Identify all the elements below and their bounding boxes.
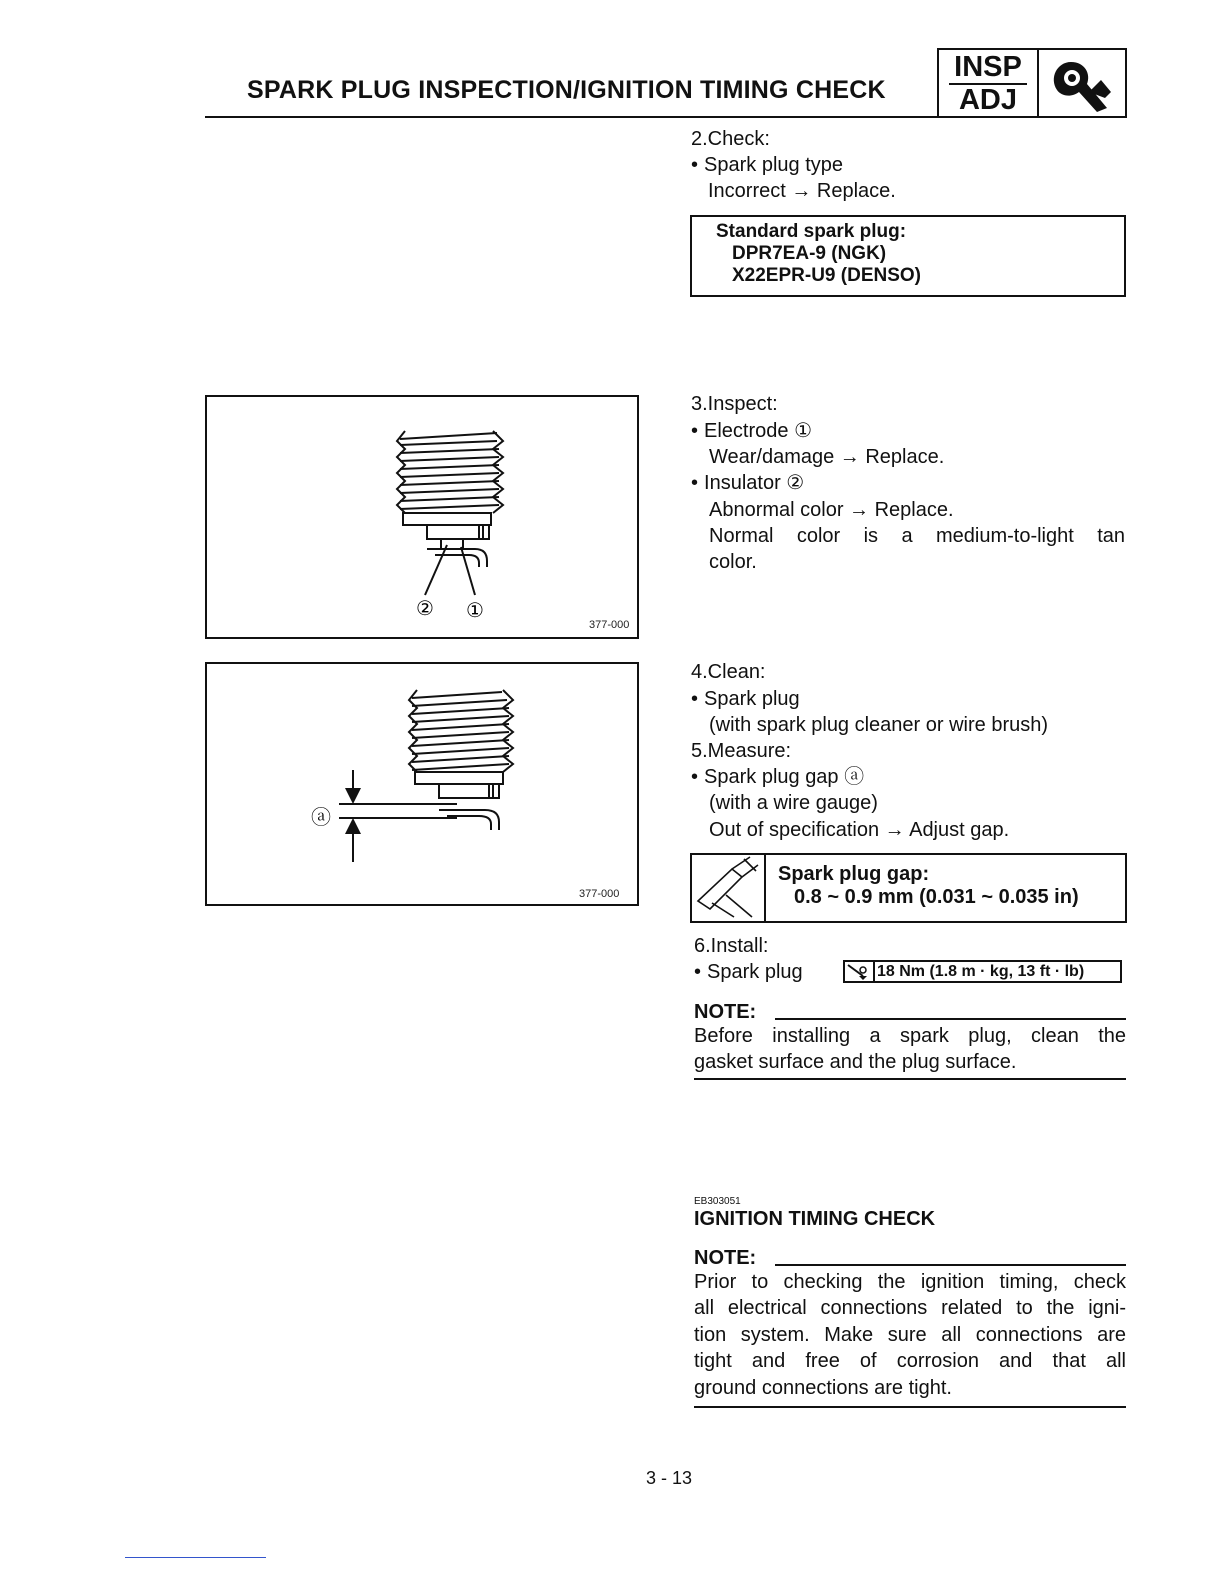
spark-plug-gap-spec-box — [690, 853, 1127, 923]
torque-spec-box — [843, 960, 1122, 983]
note2-line4: tight and free of corrosion and that all — [694, 1350, 1126, 1372]
title-underline — [205, 116, 937, 118]
step3-item1-action: Wear/damage → Replace. — [709, 446, 945, 468]
step5-item: • Spark plug gap ⓐ — [691, 764, 864, 790]
step6-heading: 6.Install: — [694, 935, 769, 957]
step3-normal-line2: color. — [709, 551, 757, 573]
page-number: 3 - 13 — [646, 1468, 693, 1488]
badge-text-cell — [939, 50, 1039, 116]
ignition-section-title: IGNITION TIMING CHECK — [694, 1208, 936, 1230]
gap-spec-value: 0.8 ~ 0.9 mm (0.031 ~ 0.035 in) — [794, 886, 1079, 908]
note2-label: NOTE: — [694, 1247, 757, 1269]
note1-bottom-rule — [694, 1078, 1126, 1080]
step5-action: Out of specification → Adjust gap. — [709, 819, 1010, 841]
step3-item2-action: Abnormal color → Replace. — [709, 499, 954, 521]
wrench-icon — [1039, 52, 1123, 116]
gauge-cell — [692, 855, 766, 921]
gap-spec-title: Spark plug gap: — [778, 863, 930, 885]
note2-line5: ground connections are tight. — [694, 1377, 952, 1399]
step2-heading: 2.Check: — [691, 128, 770, 150]
step4-item: • Spark plug — [691, 686, 800, 712]
label-1: ① — [466, 598, 484, 622]
figure1-code: 377-000 — [589, 619, 630, 631]
note1-label: NOTE: — [694, 1001, 757, 1023]
footer-link-rule — [125, 1557, 266, 1558]
standard-spark-plug-spec-box — [690, 215, 1126, 297]
note1-top-rule — [775, 1018, 1126, 1020]
step5-heading: 5.Measure: — [691, 740, 792, 762]
step2-action: Incorrect → Replace. — [708, 180, 896, 202]
figure2-code: 377-000 — [579, 888, 620, 900]
spark-plug-diagram — [207, 397, 637, 637]
note2-line2: all electrical connections related to the igni- — [694, 1297, 1126, 1319]
feeler-gauge-icon — [692, 855, 762, 919]
ignition-code: EB303051 — [694, 1196, 741, 1207]
step5-detail: (with a wire gauge) — [709, 792, 878, 814]
step3-item2: • Insulator ② — [691, 470, 804, 496]
note2-bottom-rule — [694, 1406, 1126, 1408]
torque-value: 18 Nm (1.8 m · kg, 13 ft · lb) — [877, 963, 1085, 980]
badge-adj: ADJ — [958, 84, 1017, 116]
note1-line1: Before installing a spark plug, clean the — [694, 1025, 1126, 1047]
page-title: SPARK PLUG INSPECTION/IGNITION TIMING CHECK — [247, 76, 886, 104]
badge-insp: INSP — [954, 51, 1022, 83]
note2-top-rule — [775, 1264, 1126, 1266]
figure-spark-plug-gap — [205, 662, 639, 906]
torque-cell — [845, 962, 875, 981]
spec-denso: X22EPR-U9 (DENSO) — [732, 265, 921, 286]
step3-normal-line1: Normal color is a medium-to-light tan — [709, 525, 1125, 547]
spec-ngk: DPR7EA-9 (NGK) — [732, 243, 887, 264]
step2-item: • Spark plug type — [691, 152, 843, 178]
step4-heading: 4.Clean: — [691, 661, 766, 683]
figure-electrode-insulator — [205, 395, 639, 639]
step3-item1: • Electrode ① — [691, 418, 812, 444]
insp-adj-badge — [937, 48, 1127, 118]
label-a: ⓐ — [311, 805, 331, 829]
step4-detail: (with spark plug cleaner or wire brush) — [709, 714, 1049, 736]
spark-plug-gap-diagram — [207, 664, 637, 904]
torque-wrench-icon — [845, 962, 871, 981]
step6-item: • Spark plug — [694, 959, 803, 985]
note1-line2: gasket surface and the plug surface. — [694, 1051, 1017, 1073]
spec-title: Standard spark plug: — [716, 221, 907, 242]
note2-line3: tion system. Make sure all connections are — [694, 1324, 1126, 1346]
note2-line1: Prior to checking the ignition timing, check — [694, 1271, 1126, 1293]
label-2: ② — [416, 596, 434, 620]
step3-heading: 3.Inspect: — [691, 393, 778, 415]
